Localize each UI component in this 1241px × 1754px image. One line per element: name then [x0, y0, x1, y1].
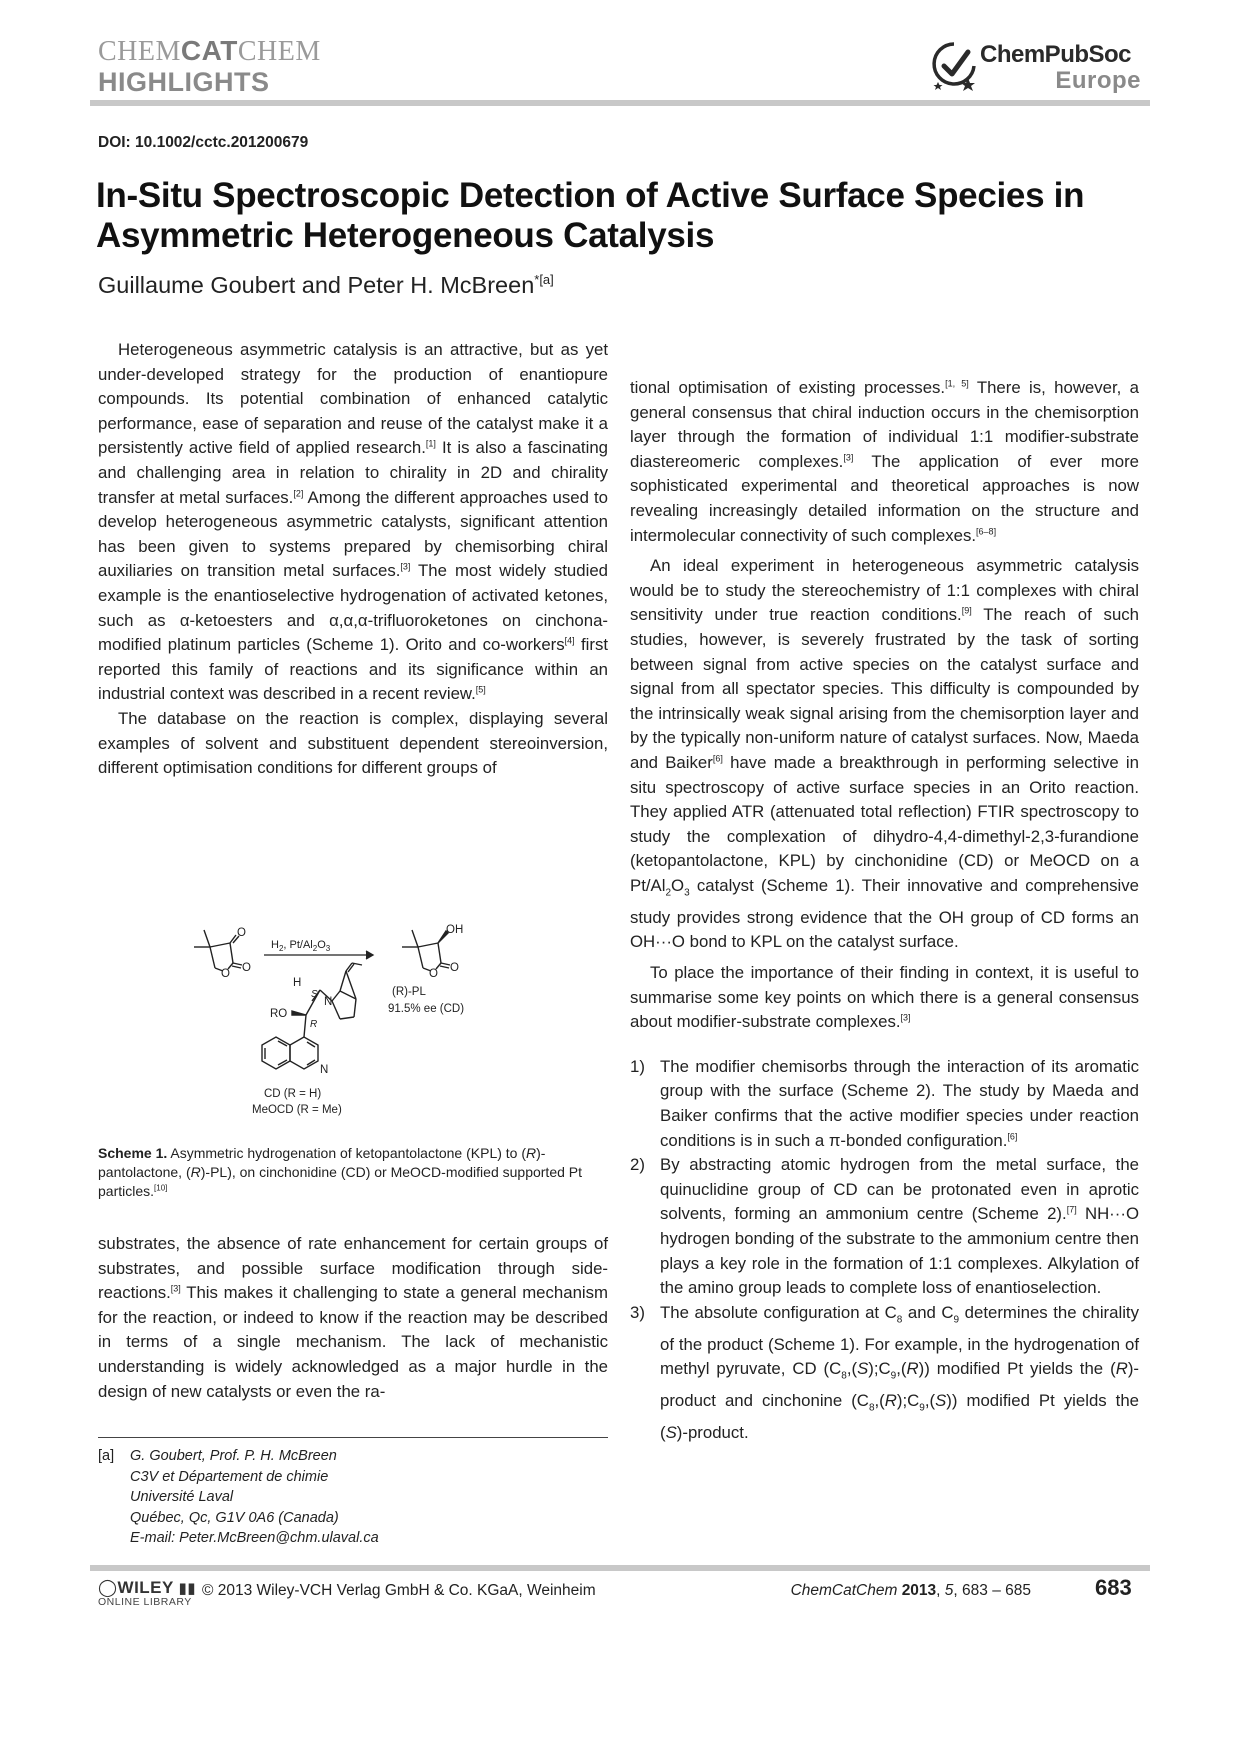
author-affiliation-mark: *[a]	[534, 272, 554, 288]
journal-name-mid: CAT	[180, 35, 238, 66]
footnote-rule	[98, 1437, 608, 1438]
paragraph: The database on the reaction is complex, displaying several examples of solvent and substituent dependent stereoinversion, different optimisation conditions for different groups of	[98, 708, 608, 778]
product-label: (R)-PL	[392, 986, 426, 998]
article-title: In-Situ Spectroscopic Detection of Active Surface Species in Asymmetric Heterogeneous Catalysis	[96, 176, 1085, 255]
citation-ref[interactable]: [3]	[843, 452, 854, 463]
paragraph: To place the importance of their finding in context, it is useful to summarise some key points on which there is a general consensus about modifier-substrate complexes.[3]	[630, 963, 1139, 1032]
journal-citation: ChemCatChem 2013, 5, 683 – 685	[790, 1582, 1031, 1599]
kpl-structure	[194, 930, 242, 971]
affiliation-footnote	[98, 1446, 608, 1549]
section-label: HIGHLIGHTS	[98, 67, 270, 97]
citation-ref[interactable]: [1]	[425, 438, 436, 449]
citation-ref[interactable]: [6–8]	[976, 525, 997, 536]
journal-name	[98, 36, 321, 67]
atom-label-ro: RO	[270, 1008, 288, 1020]
atom-label-o: O	[237, 927, 246, 939]
citation-ref[interactable]: [1, 5]	[945, 378, 969, 389]
list-number: 1)	[630, 1056, 645, 1076]
affiliation-line: G. Goubert, Prof. P. H. McBreen	[130, 1448, 337, 1464]
affiliation-line: Québec, Qc, G1V 0A6 (Canada)	[130, 1509, 339, 1526]
citation-ref[interactable]: [2]	[293, 487, 304, 498]
affiliation-tag: [a]	[98, 1448, 115, 1464]
atom-label-oh: OH	[446, 924, 464, 936]
column-1-bottom	[98, 1232, 608, 1404]
citation-ref[interactable]: [7]	[1066, 1204, 1077, 1215]
wiley-logo[interactable]	[98, 1578, 196, 1608]
atom-label-o: O	[221, 968, 230, 980]
stereo-label-r: R	[310, 1019, 318, 1030]
citation-ref[interactable]: [9]	[961, 605, 972, 616]
authors	[98, 272, 554, 299]
footer-rule	[90, 1565, 1150, 1571]
publisher-logo[interactable]	[930, 38, 1145, 94]
doi[interactable]: DOI: 10.1002/cctc.201200679	[98, 134, 309, 151]
list-item: 3) The absolute configuration at $C_8$ and $C_9$ determines the chirality of the product (Scheme 1). For example, in the hydrogenation of methyl pyruvate, CD $(C_8,(S);C_9,(R))$ modified Pt yields the (R)-product and cinchonine $(C_8,(R);C_9,(S))$ modified Pt yields the (S)-product.	[630, 1302, 1140, 1443]
paragraph: Heterogeneous asymmetric catalysis is an attractive, but as yet under-developed strategy for the production of enantiopure compounds. Its potential combination of enhanced catalytic performance, ease of separation and reuse of the catalyst make it a persistently active field of applied research.[1] It is also a fascinating and challenging area in relation to chirality in 2D and chirality transfer at metal surfaces.[2] Among the different approaches used to develop heterogeneous asymmetric catalysts, significant attention has been given to systems prepared by chemisorbing chiral auxiliaries on transition metal surfaces.[3] The most widely studied example is the enantioselective hydrogenation of activated ketones, such as α-ketoesters and α,α,α-trifluoroketones on cinchona-modified platinum particles (Scheme 1). Orito and co-workers[4] first reported this family of reactions and its significance within an industrial context was described in a recent review.[5]	[98, 340, 609, 704]
publisher-name: ChemPubSoc	[980, 41, 1132, 68]
paragraph: An ideal experiment in heterogeneous asymmetric catalysis would be to study the stereochemistry of 1:1 complexes with chiral sensitivity under true reaction conditions.[9] The reach of such studies, however, is severely frustrated by the task of sorting between signal from active species on the catalyst surface and signal from all spectator species. This difficulty is compounded by the intrinsically weak signal arising from the chemisorption layer and by the typically non-uniform nature of catalyst surfaces. Now, Maeda and Baiker[6] have made a breakthrough in performing selective in situ spectroscopy of active surface species in an Orito reaction. They applied ATR (attenuated total reflection) FTIR spectroscopy to study the complexation of dihydro-4,4-dimethyl-2,3-furandione (ketopantolactone, KPL) by cinchonidine (CD) or MeOCD on a $Pt/Al_2O_3$ catalyst (Scheme 1). Their innovative and comprehensive study provides strong evidence that the OH group of CD forms an OH···O bond to KPL on the catalyst surface.	[630, 556, 1140, 952]
citation-ref[interactable]: [4]	[564, 635, 575, 646]
scheme-1-caption: Scheme 1. Asymmetric hydrogenation of ketopantolactone (KPL) to (R)-pantolactone, (R)-PL), on cinchonidine (CD) or MeOCD-modified supported Pt particles.[10]	[98, 1145, 583, 1199]
books-icon: ▮▮	[173, 1580, 197, 1597]
atom-label-o: O	[450, 962, 459, 974]
pl-product-structure	[402, 930, 450, 971]
stereo-label-s: S	[311, 989, 318, 1000]
atom-label-o: O	[429, 968, 438, 980]
atom-label-n: N	[320, 1064, 329, 1076]
citation-ref[interactable]: [5]	[475, 684, 486, 695]
wiley-subtitle: ONLINE LIBRARY	[98, 1596, 192, 1608]
journal-name-prefix: CHEM	[98, 36, 181, 67]
wiley-emblem-icon: ◯	[98, 1578, 118, 1597]
atom-label-h: H	[293, 977, 302, 989]
atom-label-o: O	[242, 962, 251, 974]
paragraph: substrates, the absence of rate enhancement for certain groups of substrates, and possible surface modification through side-reactions.[3] This makes it challenging to state a general mechanism for the reaction, or indeed to know if the reaction may be described in terms of a single mechanism. The lack of mechanistic understanding is widely acknowledged as a major hurdle in the design of new catalysts or even the ra-	[98, 1234, 608, 1401]
scheme-caption-label: Scheme 1.	[98, 1145, 168, 1161]
list-item: 1) The modifier chemisorbs through the interaction of its aromatic group with the surface (Scheme 2). The study by Maeda and Baiker confirms that the active modifier species under reaction conditions is in such a π-bonded configuration.[6]	[630, 1056, 1139, 1150]
list-number: 2)	[630, 1155, 645, 1175]
page-number: 683	[1095, 1575, 1132, 1600]
column-1-top	[98, 338, 608, 781]
author-names: Guillaume Goubert and Peter H. McBreen	[98, 272, 535, 298]
affiliation-email[interactable]: E-mail: Peter.McBreen@chm.ulaval.ca	[130, 1530, 379, 1546]
citation-ref[interactable]: [3]	[400, 561, 411, 572]
list-number: 3)	[630, 1302, 645, 1322]
cd-label: CD (R = H)	[264, 1088, 322, 1100]
journal-name-suffix: CHEM	[237, 36, 321, 67]
publisher-star-icon	[930, 38, 978, 94]
scheme-1-reaction-diagram	[180, 915, 540, 1135]
paragraph: tional optimisation of existing processes.[1, 5] There is, however, a general consensus that chiral induction occurs in the chemisorption layer through the formation of individual 1:1 modifier-substrate diastereomeric complexes.[3] The application of ever more sophisticated experimental and theoretical approaches is now revealing increasingly detailed information on the structure and intermolecular connectivity of such complexes.[6–8]	[630, 378, 1139, 545]
citation-ref[interactable]: [6]	[712, 753, 723, 764]
affiliation-line: Université Laval	[130, 1489, 234, 1505]
reaction-reagent: $H_2$, $Pt/Al_2O_3$	[271, 939, 331, 953]
citation-ref[interactable]: [3]	[900, 1012, 911, 1023]
publisher-region: Europe	[1055, 67, 1141, 94]
citation-ref[interactable]: [6]	[1007, 1130, 1018, 1141]
atom-label-n: N	[324, 996, 333, 1008]
header-rule	[90, 100, 1150, 106]
copyright: © 2013 Wiley-VCH Verlag GmbH & Co. KGaA, Weinheim	[202, 1582, 596, 1599]
column-2	[630, 376, 1139, 1446]
list-item: 2) By abstracting atomic hydrogen from the metal surface, the quinuclidine group of CD can be protonated even in aprotic solvents, forming an ammonium centre (Scheme 2).[7] NH···O hydrogen bonding of the substrate to the ammonium centre then plays a key role in the formation of 1:1 complexes. Alkylation of the amino group leads to complete loss of enantioselection.	[630, 1155, 1140, 1298]
product-ee: 91.5% ee (CD)	[388, 1003, 465, 1015]
wiley-name: ◯WILEY ▮▮	[98, 1578, 197, 1597]
citation-ref[interactable]: [10]	[154, 1183, 168, 1193]
numbered-list	[630, 1055, 1139, 1446]
citation-ref[interactable]: [3]	[170, 1283, 181, 1294]
meocd-label: MeOCD (R = Me)	[252, 1104, 342, 1116]
affiliation-line: C3V et Département de chimie	[130, 1468, 329, 1485]
